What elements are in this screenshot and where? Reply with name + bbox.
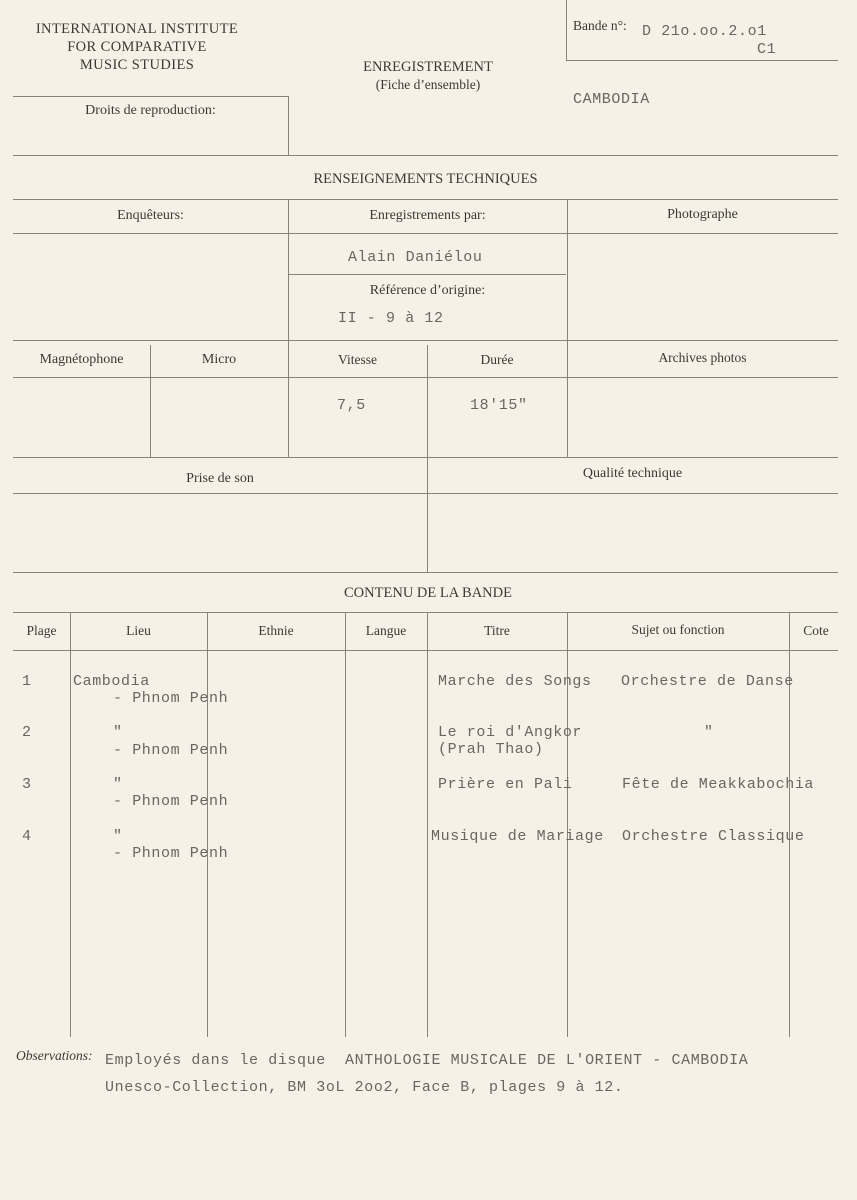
row-3-lieu: " bbox=[113, 776, 123, 793]
sound-bottom-rule bbox=[13, 572, 838, 573]
band-box-left-border bbox=[566, 0, 567, 61]
band-box-bottom-border bbox=[566, 60, 838, 61]
qualite-technique-label: Qualité technique bbox=[582, 466, 683, 481]
row-2-titre-sub: (Prah Thao) bbox=[438, 741, 544, 758]
enqueteurs-label: Enquêteurs: bbox=[117, 208, 184, 223]
contents-title-rule bbox=[13, 612, 838, 613]
form-title-main: ENREGISTREMENT bbox=[363, 59, 493, 75]
band-number-value: D 21o.oo.2.o1 bbox=[642, 23, 767, 40]
row-1-lieu: Cambodia bbox=[73, 673, 150, 690]
observations-line-2: Unesco-Collection, BM 3oL 2oo2, Face B, plages 9 à 12. bbox=[105, 1079, 624, 1096]
tech-col-divider-2 bbox=[567, 199, 568, 340]
col-sujet-header: Sujet ou fonction bbox=[631, 622, 725, 637]
row-1-titre: Marche des Songs bbox=[438, 673, 592, 690]
tech-section-title: RENSEIGNEMENTS TECHNIQUES bbox=[313, 171, 538, 187]
contents-divider-ethnie bbox=[345, 612, 346, 1037]
row-4-plage: 4 bbox=[22, 828, 32, 845]
vitesse-value: 7,5 bbox=[337, 397, 366, 414]
prise-de-son-label: Prise de son bbox=[186, 471, 254, 486]
col-langue-header: Langue bbox=[365, 623, 407, 638]
row-2-lieu-sub: - Phnom Penh bbox=[113, 742, 229, 759]
tech-col-divider-1 bbox=[288, 199, 289, 340]
row-2-sujet: " bbox=[704, 724, 714, 741]
country-value: CAMBODIA bbox=[573, 91, 650, 108]
rights-box-top-border bbox=[13, 96, 288, 97]
row-4-titre: Musique de Mariage bbox=[431, 828, 604, 845]
institute-line-1: INTERNATIONAL INSTITUTE bbox=[35, 21, 239, 37]
col-cote-header: Cote bbox=[803, 623, 829, 638]
contents-section-title: CONTENU DE LA BANDE bbox=[344, 585, 512, 601]
equipment-header-rule bbox=[13, 377, 838, 378]
tech-title-rule bbox=[13, 199, 838, 200]
col-lieu-header: Lieu bbox=[126, 623, 151, 638]
contents-divider-lieu bbox=[207, 612, 208, 1037]
archives-photos-label: Archives photos bbox=[658, 350, 747, 365]
micro-label: Micro bbox=[201, 352, 237, 367]
contents-header-rule bbox=[13, 650, 838, 651]
contents-divider-plage bbox=[70, 612, 71, 1037]
sound-top-rule bbox=[13, 457, 838, 458]
reference-label: Référence d’origine: bbox=[369, 283, 486, 298]
vitesse-label: Vitesse bbox=[338, 352, 377, 367]
institute-line-2: FOR COMPARATIVE bbox=[67, 39, 207, 55]
enregistrements-par-label: Enregistrements par: bbox=[369, 208, 486, 223]
institute-name bbox=[12, 20, 262, 74]
recorded-by-value: Alain Daniélou bbox=[348, 249, 483, 266]
equipment-divider-1 bbox=[150, 345, 151, 457]
recorded-by-rule bbox=[288, 274, 566, 275]
header-bottom-rule bbox=[13, 155, 838, 156]
row-2-lieu: " bbox=[113, 724, 123, 741]
reference-value: II - 9 à 12 bbox=[338, 310, 444, 327]
equipment-divider-3 bbox=[427, 345, 428, 457]
contents-divider-langue bbox=[427, 612, 428, 1037]
observations-line-1: Employés dans le disque ANTHOLOGIE MUSICALE DE L'ORIENT - CAMBODIA bbox=[105, 1052, 749, 1069]
rights-box-right-border bbox=[288, 96, 289, 155]
row-2-plage: 2 bbox=[22, 724, 32, 741]
row-3-titre: Prière en Pali bbox=[438, 776, 573, 793]
form-title bbox=[328, 59, 528, 93]
row-4-lieu-sub: - Phnom Penh bbox=[113, 845, 229, 862]
col-ethnie-header: Ethnie bbox=[258, 623, 294, 638]
row-1-sujet: Orchestre de Danse bbox=[621, 673, 794, 690]
col-titre-header: Titre bbox=[484, 623, 510, 638]
sound-divider bbox=[427, 457, 428, 572]
row-4-sujet: Orchestre Classique bbox=[622, 828, 805, 845]
rights-label: Droits de reproduction: bbox=[85, 103, 216, 118]
observations-label: Observations: bbox=[16, 1048, 93, 1063]
form-title-sub: (Fiche d’ensemble) bbox=[375, 77, 481, 92]
equipment-divider-2 bbox=[288, 340, 289, 457]
band-number-label: Bande n°: bbox=[573, 18, 627, 33]
row-3-lieu-sub: - Phnom Penh bbox=[113, 793, 229, 810]
photographe-label: Photographe bbox=[667, 207, 738, 222]
equipment-divider-4 bbox=[567, 340, 568, 457]
band-number-sub: C1 bbox=[757, 41, 777, 58]
sound-header-rule bbox=[13, 493, 838, 494]
col-plage-header: Plage bbox=[26, 623, 57, 638]
row-3-plage: 3 bbox=[22, 776, 32, 793]
tech-header-rule bbox=[13, 233, 838, 234]
row-4-lieu: " bbox=[113, 828, 123, 845]
row-1-plage: 1 bbox=[22, 673, 32, 690]
row-3-sujet: Fête de Meakkabochia bbox=[622, 776, 815, 793]
equipment-top-rule bbox=[13, 340, 838, 341]
magnetophone-label: Magnétophone bbox=[39, 352, 124, 367]
row-1-lieu-sub: - Phnom Penh bbox=[113, 690, 229, 707]
row-2-titre: Le roi d'Angkor bbox=[438, 724, 583, 741]
duree-label: Durée bbox=[480, 352, 514, 367]
duree-value: 18'15" bbox=[470, 397, 528, 414]
institute-line-3: MUSIC STUDIES bbox=[79, 57, 195, 73]
